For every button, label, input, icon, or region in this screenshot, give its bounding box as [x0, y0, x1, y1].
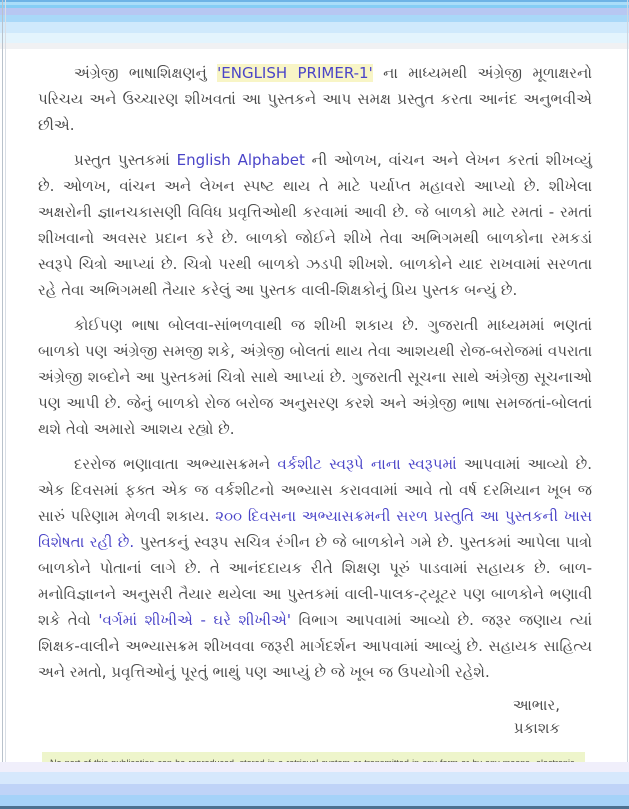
learn-in-class-learn-at-home-accent: 'વર્ગમાં શીખીએ - ઘરે શીખીએ': [98, 611, 291, 629]
days-200-accent: ૨૦૦ દિવસના અભ્યાસક્રમની સરળ પ્રસ્તુતિ આ પુસ્તકની ખાસ વિશેષતા રહી છે.: [38, 507, 592, 551]
english-primer-title-highlight: 'ENGLISH PRIMER-1': [217, 64, 373, 82]
left-edge-line-outer: [2, 0, 3, 809]
paragraph-text: કોઈપણ ભાષા બોલવા-સાંભળવાથી જ શીખી શકાય છે. ગુજરાતી માધ્યમમાં ભણતાં બાળકો પણ અંગ્રેજી સમજી શકે, અંગ્રેજી બોલતાં થાય તેવા આશયથી રોજ-બરોજમાં વપરાતા અંગ્રેજી શબ્દોને આ પુસ્તકમાં ચિત્રો સાથે આપ્યાં છે. ગુજરાતી સૂચના સાથે અંગ્રેજી સૂચનાઓ પણ આપી છે. જેનું બાળકો રોજ બરોજ અનુસરણ કરશે અને અંગ્રેજી ભાષા સમજતાં-બોલતાં થશે તેવો અમારો આશય રહ્યો છે.: [38, 316, 592, 438]
paragraph-text: ના માધ્યમથી અંગ્રેજી મૂળાક્ષરનો પરિચય અને ઉચ્ચારણ શીખવતાં આ પુસ્તકને આપ સમક્ષ પ્રસ્તુત કરતા આનંદ અનુભવીએ છીએ.: [38, 64, 592, 134]
preface-body: [38, 60, 592, 809]
paragraph-text: ની ઓળખ, વાંચન અને લેખન કરતાં શીખવ્યું છે. ઓળખ, વાંચન અને લેખન સ્પષ્ટ થાય તે માટે પર્યાપ્ત મહાવરો આપ્યો છે. શીખેલા અક્ષરોની જ્ઞાનચકાસણી વિવિધ પ્રવૃત્તિઓથી કરવામાં આવી છે. જે બાળકો માટે રમતાં - રમતાં શીખવાનો અવસર પ્રદાન કરે છે. બાળકો જોઈને શીખે તેવા અભિગમથી બાળકોના રમકડાં સ્વરૂપે ચિત્રો આપ્યાં છે. ચિત્રો પરથી બાળકો ઝડપી શીખશે. બાળકોને યાદ રાખવામાં સરળતા રહે તેવા અભિગમથી તૈયાર કરેલું આ પુસ્તક વાલી-શિક્ષકોનું પ્રિય પુસ્તક બન્યું છે.: [38, 151, 593, 299]
left-edge-line-inner: [5, 0, 6, 809]
paragraph-text: આપવામાં આવ્યો છે. એક દિવસમાં ફક્ત એક જ વર્કશીટનો અભ્યાસ કરાવવામાં આવે તો વર્ષ દરમિયાન ખૂબ જ સારું પરિણામ મેળવી શકાય.: [38, 455, 592, 525]
paragraph-text: પુસ્તકનું સ્વરૂપ સચિત્ર રંગીન છે જે બાળકોને ગમે છે. પુસ્તકમાં આપેલા પાત્રો બાળકોને પોતાનાં લાગે છે. તે આનંદદાયક રીતે શિક્ષણ પૂરું પાડવામાં સહાયક છે. બાળ-મનોવિજ્ઞાનને અનુસરી તૈયાર થયેલા આ પુસ્તકમાં વાલી-પાલક-ટ્યૂટર પણ બાળકોને ભણાવી શકે તેવો: [38, 533, 592, 629]
worksheet-accent: વર્કશીટ સ્વરૂપે નાના સ્વરૂપમાં: [277, 455, 457, 473]
signature-thanks: આભાર,: [512, 696, 560, 714]
top-gradient-border: [0, 0, 629, 50]
signature-block: [38, 694, 592, 740]
paragraph-text: વિભાગ આપવામાં આવ્યો છે. જરૂર જણાય ત્યાં શિક્ષક-વાલીને અભ્યાસક્રમ શીખવવા જરૂરી માર્ગદર્શન આપવામાં આવ્યું છે. સહાયક સાહિત્ય અને રમતો, પ્રવૃત્તિઓનું પૂરતું ભાથું પણ આપ્યું છે જે ખૂબ જ ઉપયોગી રહેશે.: [38, 611, 592, 681]
paragraph-text: પ્રસ્તુત પુસ્તકમાં: [74, 151, 177, 169]
paragraph-intro: [38, 60, 592, 138]
bottom-gradient-border: [0, 762, 629, 809]
paragraph-text: અંગ્રેજી ભાષાશિક્ષણનું: [74, 64, 218, 82]
signature-publisher: પ્રકાશક: [513, 719, 560, 737]
english-alphabet-accent: English Alphabet: [176, 151, 305, 169]
paragraph-language-learning: [38, 312, 592, 442]
paragraph-worksheets: [38, 451, 592, 685]
paragraph-alphabet: [38, 147, 592, 303]
paragraph-text: દરરોજ ભણાવાતા અભ્યાસક્રમને: [74, 455, 278, 473]
right-edge-line: [627, 0, 628, 809]
